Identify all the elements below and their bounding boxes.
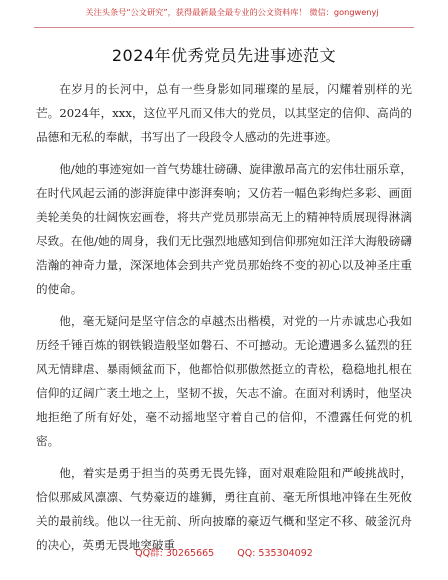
paragraph-4: 他，着实是勇于担当的英勇无畏先锋，面对艰难险阻和严峻挑战时，恰似那威风凛凛、气势豪迈的雄狮，勇往直前、毫无所惧地冲锋在生死攸关的最前线。他以一往无前、所向披靡的豪迈气概和坚定不移、破釜沉舟的决心，英勇无畏地突破重 (36, 466, 412, 552)
footer-contact (0, 548, 448, 560)
paragraph-3: 他，毫无疑问是坚守信念的卓越杰出楷模，对党的一片赤诚忠心我如历经千锤百炼的钢铁锻造般坚如磐石、不可撼动。无论遭遇多么猛烈的狂风无情肆虐、暴雨倾盆而下，他都恰似那傲然挺立的青松，稳稳地扎根在信仰的辽阔广袤土地之上，坚韧不拔，矢志不渝。在面对利诱时，他坚决地拒绝了所有好处，毫不动摇地坚守着自己的信仰，不澧露任何党的机密。 (36, 314, 412, 448)
footer-qq: QQ: 535304092 (237, 548, 313, 559)
footer-qq-group: QQ群: 30265665 (135, 548, 215, 559)
document-body (36, 77, 412, 565)
document-title: 2024年优秀党员先进事迹范文 (111, 46, 337, 65)
paragraph-2: 他/她的事迹宛如一首气势雄壮磅礴、旋律激昂高亢的宏伟壮丽乐章，在时代风起云涌的澎湃旋律中澎湃奏响；又仿若一幅色彩绚烂多彩、画面美轮美奂的壮阔恢宏画卷，将共产党员那崇高无上的精神特质展现得淋漓尽致。在他/她的周身，我们无比强烈地感知到信仰那宛如汪洋大海般磅礴浩瀚的神奇力量，深深地体会到共产党员那始终不变的初心以及神圣庄重的使命。 (36, 162, 412, 296)
header-divider (34, 27, 414, 28)
header-banner: 关注头条号“公文研究”，获得最新最全最专业的公文资料库！ 微信：gongwenyj (85, 7, 379, 17)
paragraph-1: 在岁月的长河中，总有一些身影如同璀璨的星辰，闪耀着别样的光芒。2024年，xxx，这位平凡而又伟大的党员，以其坚定的信仰、高尚的品德和无私的奉献，书写出了一段段令人感动的先进事迹。 (36, 82, 412, 144)
